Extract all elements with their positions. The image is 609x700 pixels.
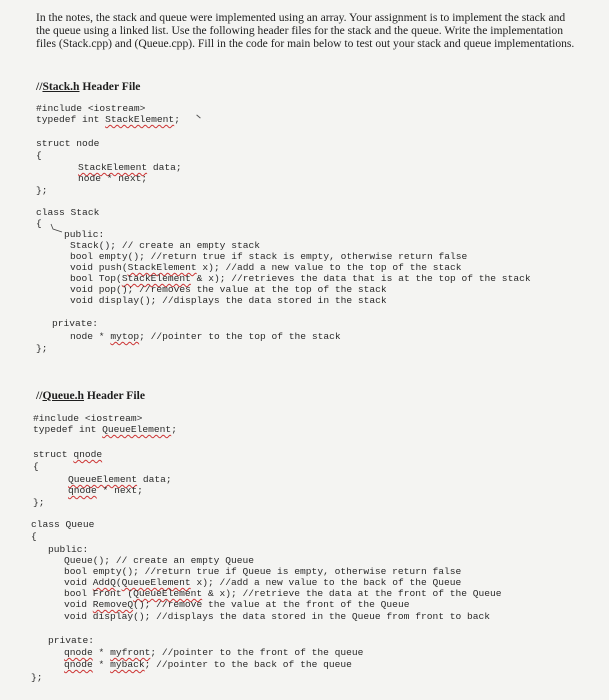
push-comment: x); //add a new value to the top of the stack — [196, 262, 462, 273]
stack-struct-close: }; — [36, 185, 48, 196]
stack-bracket-mark-icon — [50, 223, 64, 235]
queue-method-front — [64, 588, 502, 599]
data-member: data; — [147, 162, 182, 173]
typedef-end: ; — [171, 424, 177, 435]
stack-method-empty: bool empty(); //return true if stack is empty, otherwise return false — [70, 251, 468, 262]
stack-method-push — [70, 262, 462, 273]
queue-header-title — [36, 389, 145, 402]
heading-prefix: // — [36, 389, 43, 402]
struct-name: qnode — [73, 449, 103, 460]
queue-typedef — [33, 424, 177, 435]
queue-class-decl: class Queue — [31, 519, 95, 530]
queue-class-open: { — [31, 531, 37, 542]
stack-struct-open: { — [36, 150, 42, 161]
stack-header-filename: Stack.h — [42, 80, 80, 93]
queue-private-myfront — [64, 647, 363, 658]
queue-method-display: void display(); //displays the data stored in the Queue from front to back — [64, 611, 491, 622]
queue-struct-decl — [33, 449, 102, 460]
heading-suffix: Header File — [84, 389, 145, 402]
myback-comment: ; //pointer to the back of the queue — [144, 659, 352, 670]
queue-struct-open: { — [33, 461, 39, 472]
stack-class-open: { — [36, 218, 42, 229]
addq-name: AddQ — [92, 577, 116, 588]
stack-method-constructor: Stack(); // create an empty stack — [70, 240, 260, 251]
queue-struct-next — [68, 485, 143, 496]
queue-method-constructor: Queue(); // create an empty Queue — [64, 555, 254, 566]
queue-include: #include <iostream> — [33, 413, 143, 424]
queue-method-removeq — [64, 599, 409, 610]
top-param-type: StackElement — [121, 273, 191, 284]
front-comment: & x); //retrieve the data at the front of the Queue — [202, 588, 502, 599]
stack-method-pop: void pop(); //removes the value at the top of the stack — [70, 284, 387, 295]
front-param-type: QueueElement — [133, 588, 203, 599]
myfront-comment: ; //pointer to the front of the queue — [150, 647, 364, 658]
queue-struct-data — [68, 474, 172, 485]
push-param-type: StackElement — [127, 262, 197, 273]
stack-method-display: void display(); //displays the data stored in the stack — [70, 295, 387, 306]
stack-struct-next: node * next; — [78, 173, 148, 184]
queue-method-addq — [64, 577, 461, 588]
addq-comment: x); //add a new value to the back of the Queue — [190, 577, 462, 588]
stack-class-decl: class Stack — [36, 207, 100, 218]
stack-public-label: public: — [64, 229, 105, 240]
struct-keyword: struct — [33, 449, 74, 460]
typedef-keyword: typedef int — [36, 114, 106, 125]
typedef-type-name: StackElement — [105, 114, 175, 125]
queue-struct-close: }; — [33, 497, 45, 508]
data-type-name: QueueElement — [68, 474, 138, 485]
addq-return: void — [64, 577, 93, 588]
queue-class-close: }; — [31, 672, 43, 683]
stack-class-close: }; — [36, 343, 48, 354]
addq-paren: ( — [115, 577, 122, 588]
mytop-comment: ; //pointer to the top of the stack — [139, 331, 341, 342]
myfront-type: qnode — [64, 647, 93, 658]
myfront-star: * — [92, 647, 111, 658]
push-signature: void push( — [70, 262, 128, 273]
heading-prefix: // — [36, 80, 43, 93]
stack-struct-data — [78, 162, 182, 173]
myback-star: * — [92, 659, 111, 670]
assignment-instructions: In the notes, the stack and queue were implemented using an array. Your assignment is to implement the stack and the queue using a linked list. Use the following header files for the stack and the queue. Write the implementation files (Stack.cpp) and (Queue.cpp). Fill in the code for main below to test out your stack and queue implementations. — [36, 11, 575, 50]
stack-header-title — [36, 80, 140, 93]
stack-private-label: private: — [52, 318, 99, 329]
myfront-name: myfront — [110, 647, 151, 658]
typedef-type-name: QueueElement — [102, 424, 172, 435]
heading-suffix: Header File — [79, 80, 141, 93]
stack-struct-decl: struct node — [36, 138, 100, 149]
queue-public-label: public: — [48, 544, 89, 555]
next-member: * next; — [96, 485, 143, 496]
next-type: qnode — [68, 485, 97, 496]
data-type-name: StackElement — [78, 162, 148, 173]
data-member: data; — [137, 474, 172, 485]
stray-mark-icon — [196, 115, 200, 119]
top-signature: bool Top( — [70, 273, 122, 284]
typedef-end: ; — [174, 114, 180, 125]
queue-private-label: private: — [48, 635, 95, 646]
queue-method-empty: bool empty(); //return true if Queue is empty, otherwise return false — [64, 566, 462, 577]
queue-private-myback — [64, 659, 352, 670]
queue-header-filename: Queue.h — [42, 389, 85, 402]
stack-typedef — [36, 114, 180, 125]
removeq-name: RemoveQ — [92, 599, 134, 610]
mytop-type: node * — [70, 331, 111, 342]
removeq-return: void — [64, 599, 93, 610]
stack-private-mytop — [70, 331, 341, 342]
myback-name: myback — [110, 659, 145, 670]
stack-method-top — [70, 273, 531, 284]
addq-param-type: QueueElement — [121, 577, 191, 588]
removeq-comment: (); //remove the value at the front of the Queue — [133, 599, 410, 610]
typedef-keyword: typedef int — [33, 424, 103, 435]
front-signature: bool Front ( — [64, 588, 134, 599]
top-comment: & x); //retrieves the data that is at the top of the stack — [190, 273, 531, 284]
mytop-name: mytop — [110, 331, 140, 342]
myback-type: qnode — [64, 659, 93, 670]
stack-include: #include <iostream> — [36, 103, 146, 114]
